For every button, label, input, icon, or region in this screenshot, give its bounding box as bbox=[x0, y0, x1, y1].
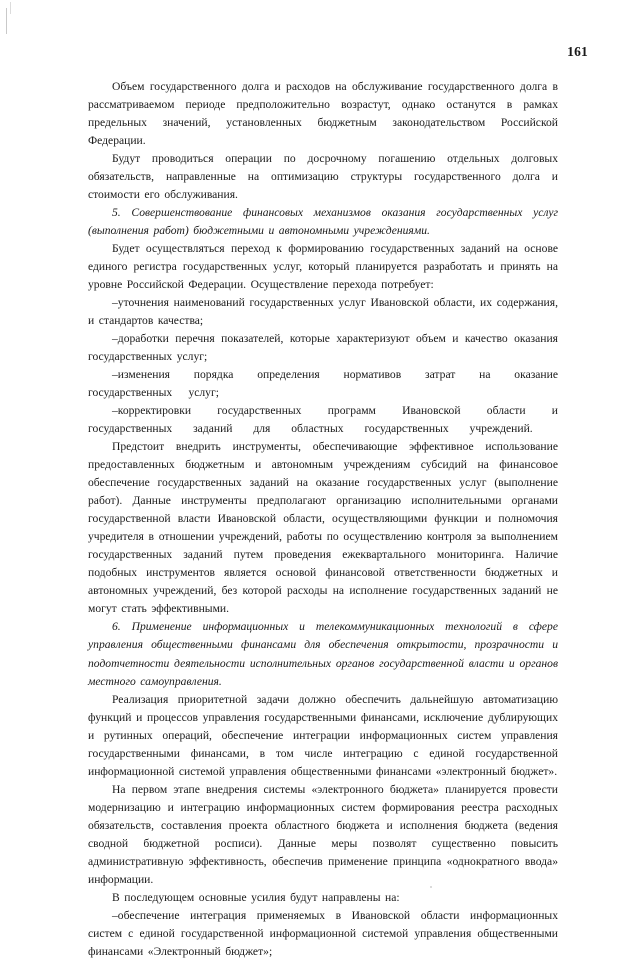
paragraph: На первом этапе внедрения системы «электронного бюджета» планируется провести модернизацию и интеграцию информационных систем формирования реестра расходных обязательств, составления проекта областного бюджета и исполнения бюджета (ведения сводной бюджетной росписи). Данные меры позволят существенно повысить административную эффективность, обеспечив применение принципа «однократного ввода» информации. bbox=[88, 782, 558, 886]
list-item: –доработки перечня показателей, которые характеризуют объем и качество оказания государственных услуг; bbox=[88, 332, 558, 364]
paragraph: В последующем основные усилия будут направлены на: bbox=[112, 890, 400, 904]
paragraph: Предстоит внедрить инструменты, обеспечивающие эффективное использование предоставленных бюджетным и автономным учреждениям субсидий на финансовое обеспечение государственных заданий на оказание государственных услуг (выполнение работ). Данные инструменты предполагают организацию исполнительными органами государственной власти Ивановской области, осуществляющими функции и полномочия учредителя в отношении учреждений, работы по осуществлению контроля за выполнением государственных заданий путем проведения ежеквартального мониторинга. Наличие подобных инструментов является основой финансовой ответственности бюджетных и автономных учреждений, без которой расходы на исполнение государственных заданий не могут стать эффективными. bbox=[88, 440, 558, 616]
paragraph: Реализация приоритетной задачи должно обеспечить дальнейшую автоматизацию функций и процессов управления государственными финансами, исключение дублирующих и рутинных операций, обеспечение интеграции информационных систем управления государственными финансами, в том числе интеграцию с единой государственной информационной системой управления общественными финансами «электронный бюджет». bbox=[88, 692, 558, 778]
paragraph: Будут проводиться операции по досрочному погашению отдельных долговых обязательств, направленные на оптимизацию структуры государственного долга и стоимости его обслуживания. bbox=[88, 152, 558, 202]
document-body bbox=[88, 78, 558, 961]
list-item: –корректировки государственных программ Ивановской области и государственных заданий для областных государственных учреждений. bbox=[88, 404, 558, 436]
list-item: –уточнения наименований государственных услуг Ивановской области, их содержания, и стандартов качества; bbox=[88, 296, 558, 328]
scan-edge-artifact-secondary bbox=[10, 2, 11, 14]
paragraph: Объем государственного долга и расходов на обслуживание государственного долга в рассматриваемом периоде предположительно возрастут, однако останутся в рамках предельных значений, установленных бюджетным законодательством Российской Федерации. bbox=[88, 80, 558, 148]
list-item: –обеспечение интеграция применяемых в Ивановской области информационных систем с единой государственной информационной системой управления общественными финансами «Электронный бюджет»; bbox=[88, 908, 558, 958]
page-number: 161 bbox=[567, 44, 588, 59]
paragraph: Будет осуществляться переход к формированию государственных заданий на основе единого регистра государственных услуг, который планируется разработать и принять на уровне Российской Федерации. Осуществление перехода потребует: bbox=[88, 242, 558, 292]
scan-speck-artifact bbox=[430, 886, 432, 888]
section-heading-6: 6. Применение информационных и телекоммуникационных технологий в сфере управления общественными финансами для обеспечения открытости, прозрачности и подотчетности деятельности исполнительных органов государственной власти и органов местного самоуправления. bbox=[88, 620, 558, 688]
scan-edge-artifact bbox=[6, 8, 7, 34]
section-heading-5: 5. Совершенствование финансовых механизмов оказания государственных услуг (выполнения работ) бюджетными и автономными учреждениями. bbox=[88, 206, 558, 238]
list-item: –изменения порядка определения нормативов затрат на оказание государственных услуг; bbox=[88, 368, 558, 400]
